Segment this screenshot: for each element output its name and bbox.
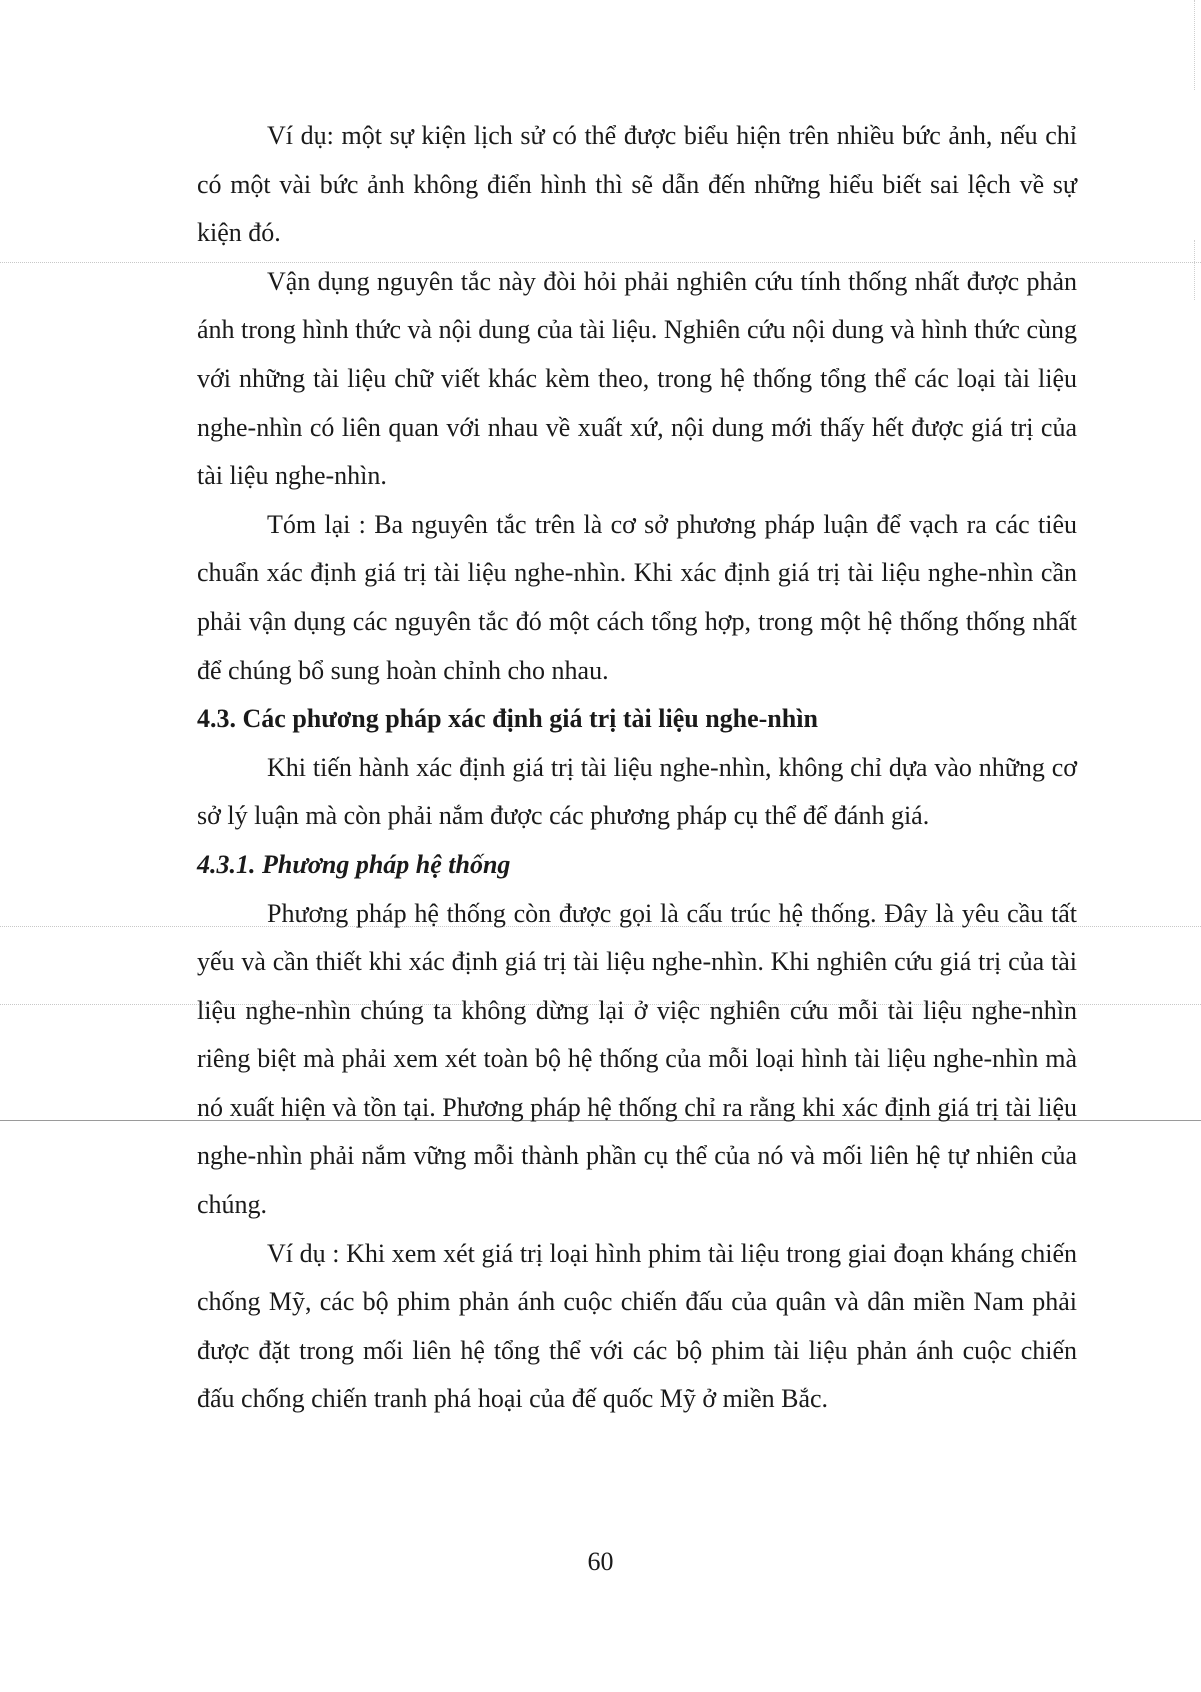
paragraph: Phương pháp hệ thống còn được gọi là cấu trúc hệ thống. Đây là yêu cầu tất yếu và cần thiết khi xác định giá trị tài liệu nghe-nhìn. Khi nghiên cứu giá trị của tài liệu nghe-nhìn chúng ta không dừng lại ở việc nghiên cứu mỗi tài liệu nghe-nhìn riêng biệt mà phải xem xét toàn bộ hệ thống của mỗi loại hình tài liệu nghe-nhìn mà nó xuất hiện và tồn tại. Phương pháp hệ thống chỉ ra rằng khi xác định giá trị tài liệu nghe-nhìn phải nắm vững mỗi thành phần cụ thể của nó và mối liên hệ tự nhiên của chúng.	[197, 898, 1077, 1220]
paragraph: Khi tiến hành xác định giá trị tài liệu nghe-nhìn, không chỉ dựa vào những cơ sở lý luận mà còn phải nắm được các phương pháp cụ thể để đánh giá.	[197, 752, 1077, 831]
page-number: 60	[587, 1547, 614, 1576]
subsection-heading: 4.3.1. Phương pháp hệ thống	[197, 849, 511, 879]
section-heading: 4.3. Các phương pháp xác định giá trị tài liệu nghe-nhìn	[197, 704, 818, 734]
paragraph: Tóm lại : Ba nguyên tắc trên là cơ sở phương pháp luận để vạch ra các tiêu chuẩn xác định giá trị tài liệu nghe-nhìn. Khi xác định giá trị tài liệu nghe-nhìn cần phải vận dụng các nguyên tắc đó một cách tổng hợp, trong một hệ thống thống nhất để chúng bổ sung hoàn chỉnh cho nhau.	[197, 509, 1077, 685]
paragraph: Ví dụ: một sự kiện lịch sử có thể được biểu hiện trên nhiều bức ảnh, nếu chỉ có một vài bức ảnh không điển hình thì sẽ dẫn đến những hiểu biết sai lệch về sự kiện đó.	[197, 121, 1077, 248]
document-body	[197, 112, 1077, 1424]
scan-artifact-edge	[1194, 0, 1195, 90]
scan-artifact-edge	[1194, 240, 1195, 300]
paragraph: Vận dụng nguyên tắc này đòi hỏi phải nghiên cứu tính thống nhất được phản ánh trong hình thức và nội dung của tài liệu. Nghiên cứu nội dung và hình thức cùng với những tài liệu chữ viết khác kèm theo, trong hệ thống tổng thể các loại tài liệu nghe-nhìn có liên quan với nhau về xuất xứ, nội dung mới thấy hết được giá trị của tài liệu nghe-nhìn.	[197, 266, 1077, 491]
paragraph: Ví dụ : Khi xem xét giá trị loại hình phim tài liệu trong giai đoạn kháng chiến chống Mỹ, các bộ phim phản ánh cuộc chiến đấu của quân và dân miền Nam phải được đặt trong mối liên hệ tổng thể với các bộ phim tài liệu phản ánh cuộc chiến đấu chống chiến tranh phá hoại của đế quốc Mỹ ở miền Bắc.	[197, 1238, 1077, 1414]
